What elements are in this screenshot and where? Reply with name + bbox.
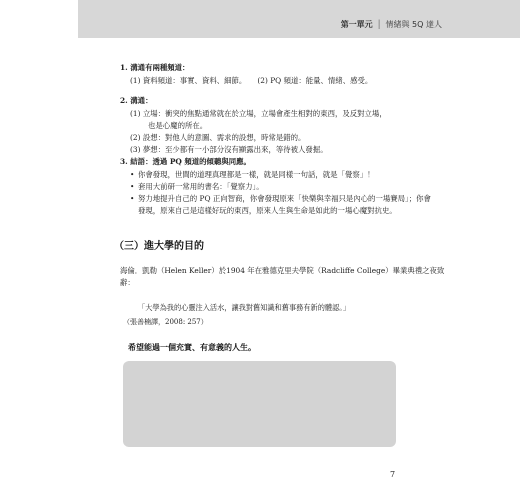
citation: （張善楠譯，2008: 257） bbox=[123, 318, 208, 326]
bullet-icon: • bbox=[130, 182, 135, 191]
spacer bbox=[120, 87, 438, 95]
running-header bbox=[341, 20, 442, 30]
section-title: （三）進大學的目的 bbox=[114, 241, 204, 252]
bullet-icon: • bbox=[130, 194, 135, 203]
bullet-item bbox=[130, 181, 438, 193]
bullet-item bbox=[130, 169, 438, 181]
bullet-text: 你會發現，世間的道理真理都是一樣，就是同樣一句話，就是「覺察」！ bbox=[138, 170, 375, 179]
wish-heading: 希望能過一個充實、有意義的人生。 bbox=[128, 342, 256, 352]
item-2-line-1: (1) 立場：衝突的焦點通常就在於立場，立場會產生相對的東西，及反對立場， bbox=[130, 109, 387, 118]
item-title-3: 3. 結語：透過 PQ 頻道的傾聽與同應。 bbox=[120, 157, 251, 166]
page-number: 7 bbox=[390, 470, 396, 479]
bullet-text: 套用大前研一常用的書名：「覺察力」。 bbox=[138, 182, 264, 191]
header-unit: 第一單元 bbox=[340, 20, 373, 29]
bullet-text: 努力地提升自己的 PQ 正向智商，你會發現原來「快樂與幸福只是內心的一場賽局」；你會發現，原來自己是這樣好玩的東西，原來人生與生命是如此的一場心魔對抗史。 bbox=[138, 194, 431, 215]
header-title: 情緒與 5Q 達人 bbox=[385, 20, 442, 29]
intro-paragraph: 海倫．凱勒（Helen Keller）於1904 年在雅德克里夫學院（Radcliffe College）畢業典禮之夜致辭： bbox=[120, 266, 445, 287]
item-2-line-3: (2) 設想：對他人的意圖、需求的設想，時常是錯的。 bbox=[130, 133, 306, 142]
item-2-line-4: (3) 夢想：至少都有一小部分沒有顯露出來，等待被人發掘。 bbox=[130, 145, 328, 154]
bullet-item bbox=[130, 193, 438, 217]
bullet-icon: • bbox=[130, 170, 135, 179]
main-content bbox=[120, 62, 438, 217]
header-separator: │ bbox=[376, 20, 382, 29]
header-band bbox=[78, 0, 520, 38]
item-title-2: 2. 溝通： bbox=[120, 96, 153, 105]
quotation: 「大學為我的心靈注入活水，讓我對舊知識和舊事務有新的體認。」 bbox=[138, 303, 351, 312]
item-title-1: 1. 溝通有兩種頻道： bbox=[120, 63, 190, 72]
item-1-line-1: (1) 資料頻道：事實、資料、細節。 (2) PQ 頻道：能量、情緒、感受。 bbox=[130, 76, 373, 85]
blank-response-box bbox=[123, 361, 396, 447]
item-2-line-2: 也是心魔的所在。 bbox=[148, 121, 208, 130]
